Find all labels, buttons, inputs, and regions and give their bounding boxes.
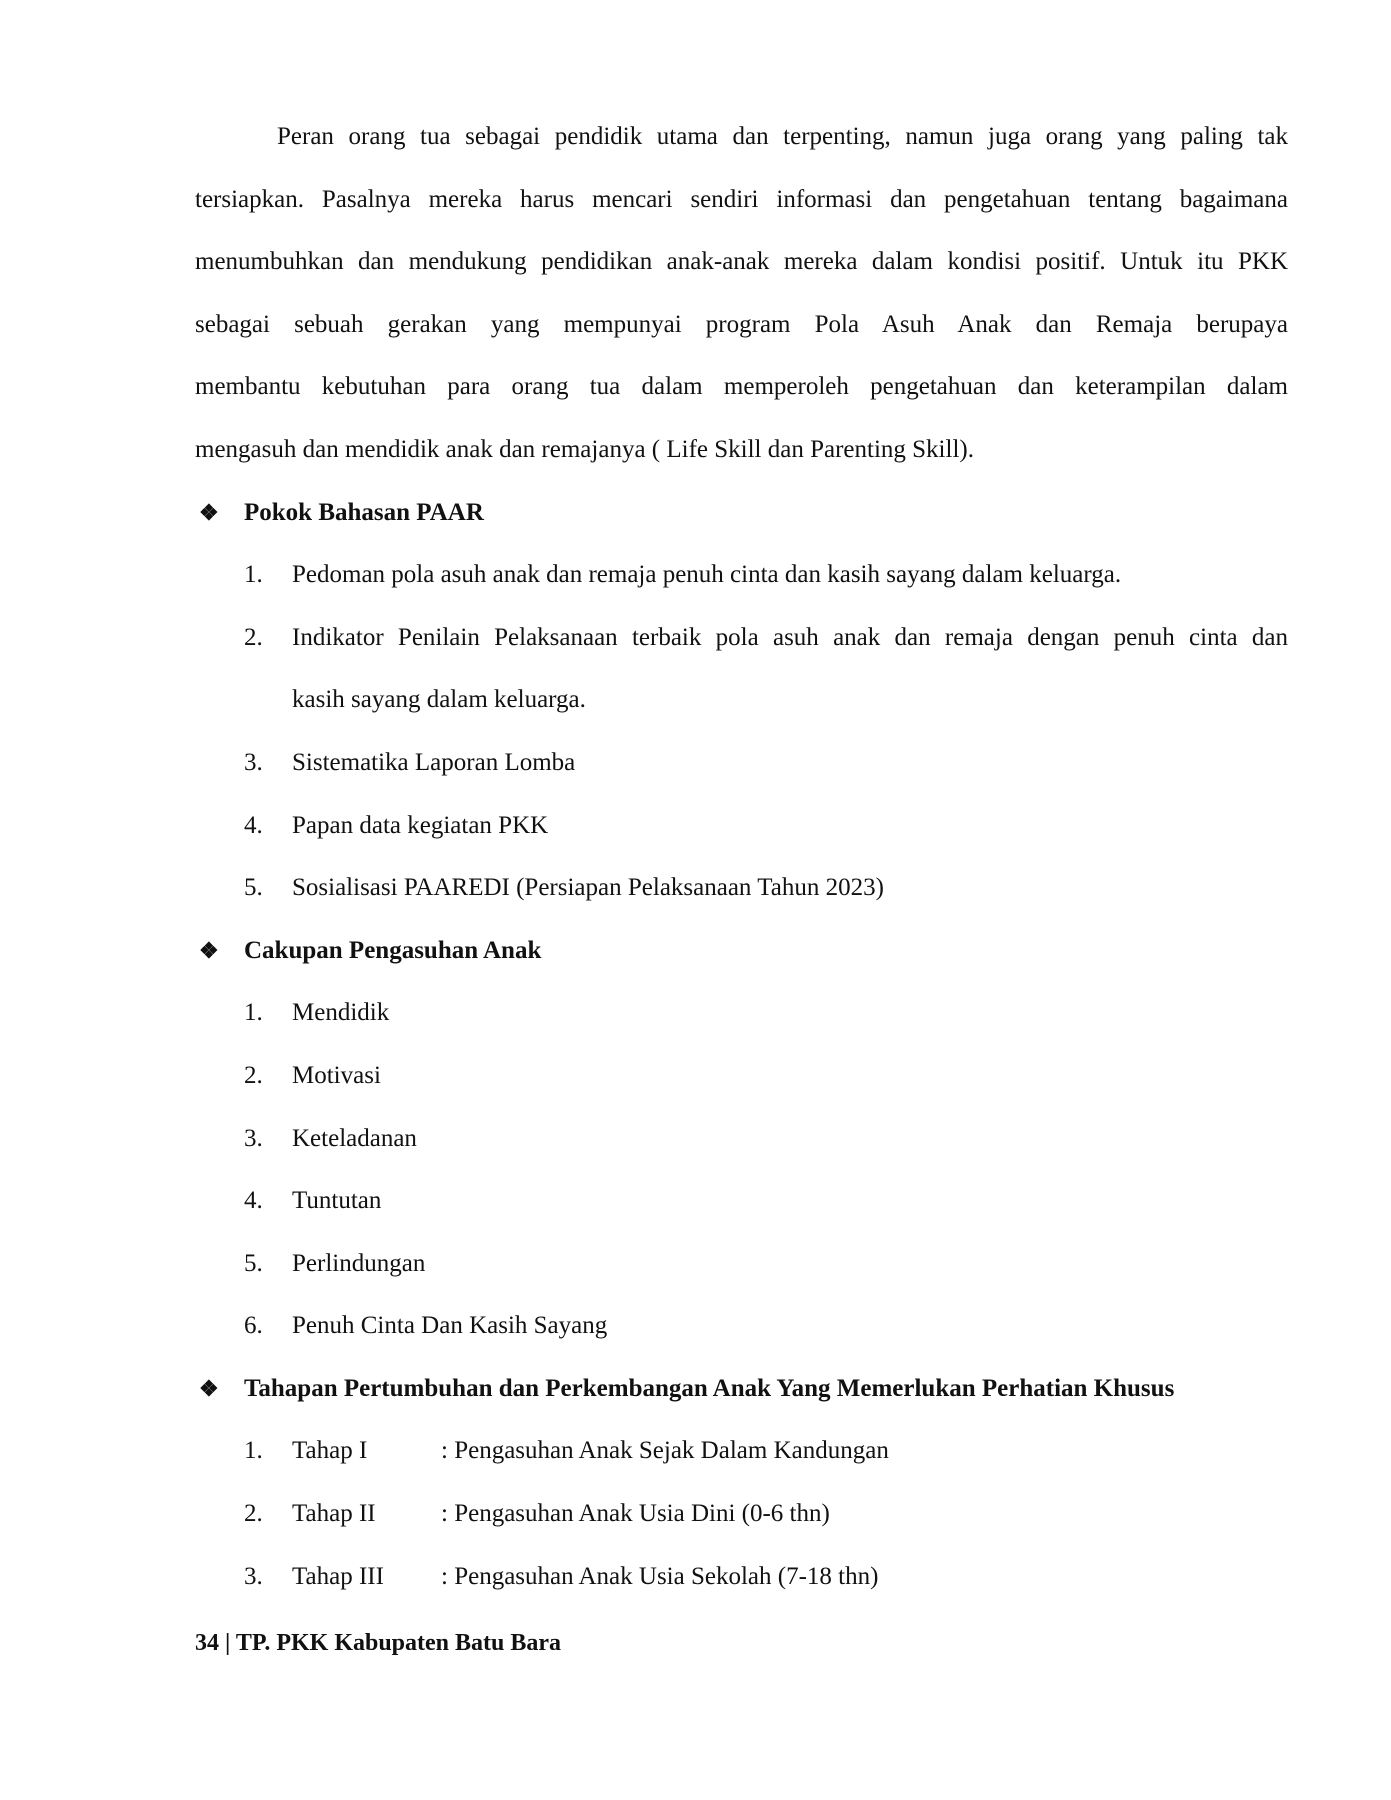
- list-text: Penuh Cinta Dan Kasih Sayang: [292, 1312, 608, 1340]
- section-heading: [195, 920, 1288, 983]
- list-text: Tahap III: [292, 1562, 384, 1590]
- list-number: 2.: [244, 623, 263, 651]
- document-page: [195, 106, 1288, 1608]
- paragraph-line: membantu kebutuhan para orang tua dalam memperoleh pengetahuan dan keterampilan dalam: [195, 373, 1288, 401]
- list-item: [195, 732, 1288, 795]
- list-text: Indikator Penilain Pelaksanaan terbaik pola asuh anak dan remaja dengan penuh cinta dan: [292, 623, 1288, 651]
- list-description: : Pengasuhan Anak Usia Sekolah (7-18 thn): [441, 1562, 879, 1590]
- list-text: Keteladanan: [292, 1124, 417, 1152]
- list-number: 1.: [244, 561, 263, 589]
- list-item: [195, 1045, 1288, 1108]
- list-item: [195, 607, 1288, 670]
- list-item: [195, 1546, 1288, 1609]
- page-footer: 34 | TP. PKK Kabupaten Batu Bara: [195, 1630, 562, 1656]
- paragraph-line: menumbuhkan dan mendukung pendidikan anak-anak mereka dalam kondisi positif. Untuk itu PKK: [195, 248, 1288, 276]
- list-item: [195, 1108, 1288, 1171]
- list-number: 5.: [244, 1249, 263, 1277]
- list-text: Tuntutan: [292, 1187, 382, 1215]
- list-text: Sistematika Laporan Lomba: [292, 748, 576, 776]
- list-number: 1.: [244, 1437, 263, 1465]
- section-heading: [195, 482, 1288, 545]
- list-item: [195, 1233, 1288, 1296]
- paragraph-line: Peran orang tua sebagai pendidik utama dan terpenting, namun juga orang yang paling tak: [277, 123, 1288, 150]
- paragraph-line: mengasuh dan mendidik anak dan remajanya ( Life Skill dan Parenting Skill).: [195, 435, 974, 463]
- list-item: [195, 544, 1288, 607]
- heading-text: Tahapan Pertumbuhan dan Perkembangan Anak Yang Memerlukan Perhatian Khusus: [244, 1374, 1175, 1402]
- list-text: Sosialisasi PAAREDI (Persiapan Pelaksanaan Tahun 2023): [292, 874, 884, 902]
- list-number: 4.: [244, 811, 263, 839]
- list-number: 1.: [244, 999, 263, 1027]
- list-number: 3.: [244, 1562, 263, 1590]
- list-description: : Pengasuhan Anak Usia Dini (0-6 thn): [441, 1500, 830, 1528]
- list-number: 3.: [244, 1124, 263, 1152]
- diamond-bullet-icon: ❖: [199, 937, 219, 963]
- paragraph-line: tersiapkan. Pasalnya mereka harus mencari sendiri informasi dan pengetahuan tentang bagaimana: [195, 185, 1288, 213]
- list-number: 4.: [244, 1187, 263, 1215]
- list-text: Tahap I: [292, 1437, 368, 1465]
- list-text: Pedoman pola asuh anak dan remaja penuh cinta dan kasih sayang dalam keluarga.: [292, 561, 1122, 589]
- list-number: 2.: [244, 1061, 263, 1089]
- diamond-bullet-icon: ❖: [199, 499, 219, 525]
- section-heading: [195, 1358, 1288, 1421]
- list-text: Tahap II: [292, 1500, 376, 1528]
- list-description: : Pengasuhan Anak Sejak Dalam Kandungan: [441, 1437, 889, 1465]
- diamond-bullet-icon: ❖: [199, 1375, 219, 1401]
- paragraph-line: sebagai sebuah gerakan yang mempunyai program Pola Asuh Anak dan Remaja berupaya: [195, 310, 1288, 338]
- list-item: [195, 1295, 1288, 1358]
- list-text: Perlindungan: [292, 1249, 426, 1277]
- list-item-continuation: [195, 669, 1288, 732]
- list-item: [195, 795, 1288, 858]
- list-item: [195, 1420, 1288, 1483]
- list-item: [195, 1170, 1288, 1233]
- list-number: 6.: [244, 1312, 263, 1340]
- list-item: [195, 857, 1288, 920]
- heading-text: Cakupan Pengasuhan Anak: [244, 936, 542, 964]
- list-number: 2.: [244, 1500, 263, 1528]
- list-text: Motivasi: [292, 1061, 381, 1089]
- list-item: [195, 982, 1288, 1045]
- list-item: [195, 1483, 1288, 1546]
- heading-text: Pokok Bahasan PAAR: [244, 498, 484, 526]
- list-text: Papan data kegiatan PKK: [292, 811, 549, 839]
- list-text: kasih sayang dalam keluarga.: [292, 686, 586, 714]
- list-text: Mendidik: [292, 999, 390, 1027]
- list-number: 3.: [244, 748, 263, 776]
- list-number: 5.: [244, 874, 263, 902]
